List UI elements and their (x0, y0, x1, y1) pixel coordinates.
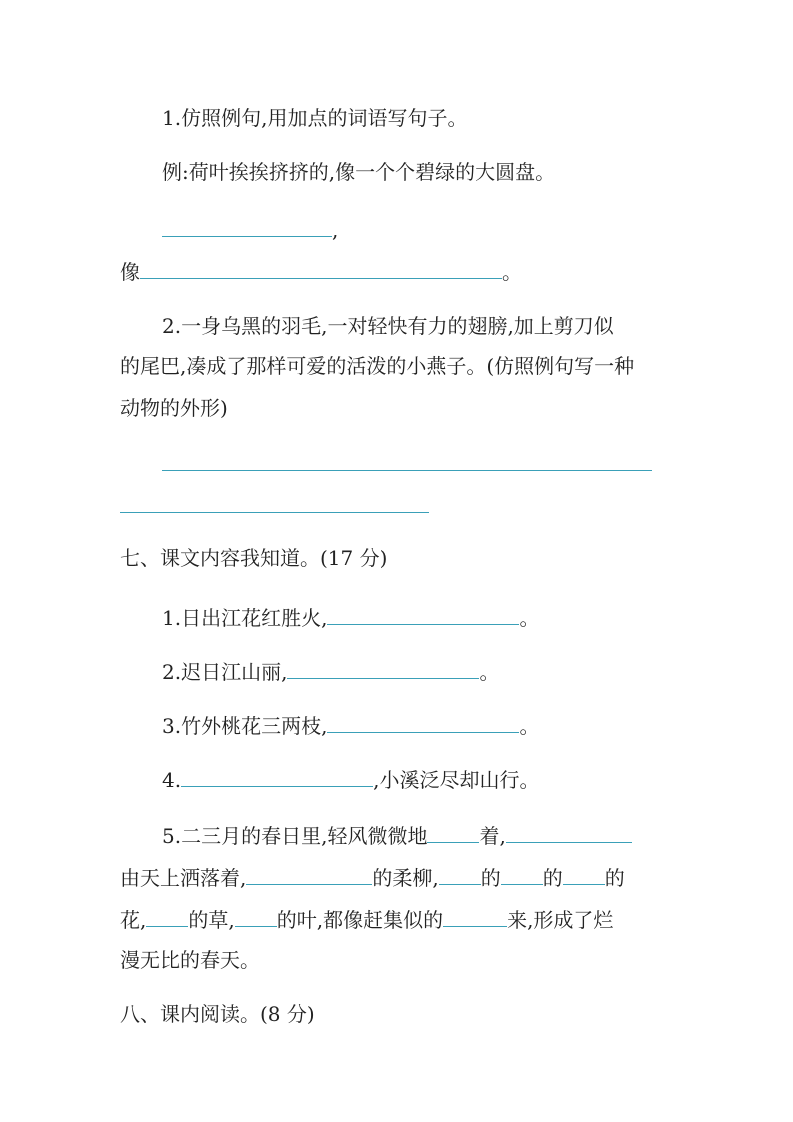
s7-item-1 (162, 602, 539, 632)
s7-q5-line-3 (120, 904, 613, 934)
q5-text-2c: 的 (480, 866, 501, 890)
s7-q5-line-1 (162, 820, 632, 850)
q1-answer-line-2 (120, 256, 522, 286)
q5-blank-4[interactable] (439, 862, 481, 885)
period: 。 (519, 714, 540, 738)
q1-answer-line-1 (162, 214, 338, 244)
q5-blank-7[interactable] (146, 904, 188, 927)
q5-text-1b: 着, (479, 824, 506, 848)
q5-text-3d: 来,形成了烂 (507, 908, 614, 932)
q5-text-3b: 的草, (188, 908, 235, 932)
s7-item-3-blank[interactable] (327, 710, 519, 733)
s7-item-3-text: 3.竹外桃花三两枝, (162, 714, 328, 738)
q5-blank-9[interactable] (443, 904, 507, 927)
q5-text-2b: 的柔柳, (372, 866, 439, 890)
s7-item-4-blank[interactable] (181, 764, 373, 787)
s7-item-2-text: 2.迟日江山丽, (162, 660, 288, 684)
s7-item-1-blank[interactable] (327, 602, 519, 625)
q5-text-3a: 花, (120, 908, 147, 932)
s7-q5-line-2 (120, 862, 625, 892)
q5-text-2d: 的 (542, 866, 563, 890)
s7-q5-line-4: 漫无比的春天。 (120, 948, 260, 972)
q5-blank-5[interactable] (501, 862, 543, 885)
s7-item-1-text: 1.日出江花红胜火, (162, 606, 328, 630)
s7-item-4-after: ,小溪泛尽却山行。 (373, 768, 540, 792)
q5-text-3c: 的叶,都像赶集似的 (276, 908, 444, 932)
q2-line-3: 动物的外形) (120, 396, 228, 420)
s7-item-2 (162, 656, 499, 686)
q1-blank-1[interactable] (162, 214, 332, 237)
s7-item-4-number: 4. (162, 768, 182, 792)
xiang-label: 像 (120, 260, 140, 284)
q1-prompt: 1.仿照例句,用加点的词语写句子。 (162, 106, 468, 130)
period: 。 (479, 660, 500, 684)
q5-text-2a: 由天上洒落着, (120, 866, 247, 890)
q2-line-2: 的尾巴,凑成了那样可爱的活泼的小燕子。(仿照例句写一种 (120, 354, 635, 378)
period: 。 (502, 260, 522, 284)
s7-item-3 (162, 710, 539, 740)
q2-answer-line-2[interactable] (120, 512, 429, 513)
q2-answer-line-1[interactable] (162, 470, 652, 471)
q5-blank-6[interactable] (563, 862, 605, 885)
section7-title: 七、课文内容我知道。(17 分) (120, 546, 388, 570)
section8-title: 八、课内阅读。(8 分) (120, 1002, 315, 1026)
q2-line-1: 2.一身乌黑的羽毛,一对轻快有力的翅膀,加上剪刀似 (162, 314, 614, 338)
q1-blank-2[interactable] (140, 256, 502, 279)
q5-blank-8[interactable] (235, 904, 277, 927)
comma: , (332, 218, 339, 242)
q5-blank-1[interactable] (427, 820, 479, 843)
q5-text-1a: 5.二三月的春日里,轻风微微地 (162, 824, 428, 848)
q5-blank-2[interactable] (506, 820, 632, 843)
q1-example: 例:荷叶挨挨挤挤的,像一个个碧绿的大圆盘。 (162, 160, 556, 184)
s7-item-4 (162, 764, 539, 794)
period: 。 (519, 606, 540, 630)
q5-blank-3[interactable] (246, 862, 372, 885)
s7-item-2-blank[interactable] (287, 656, 479, 679)
q5-text-2e: 的 (604, 866, 625, 890)
